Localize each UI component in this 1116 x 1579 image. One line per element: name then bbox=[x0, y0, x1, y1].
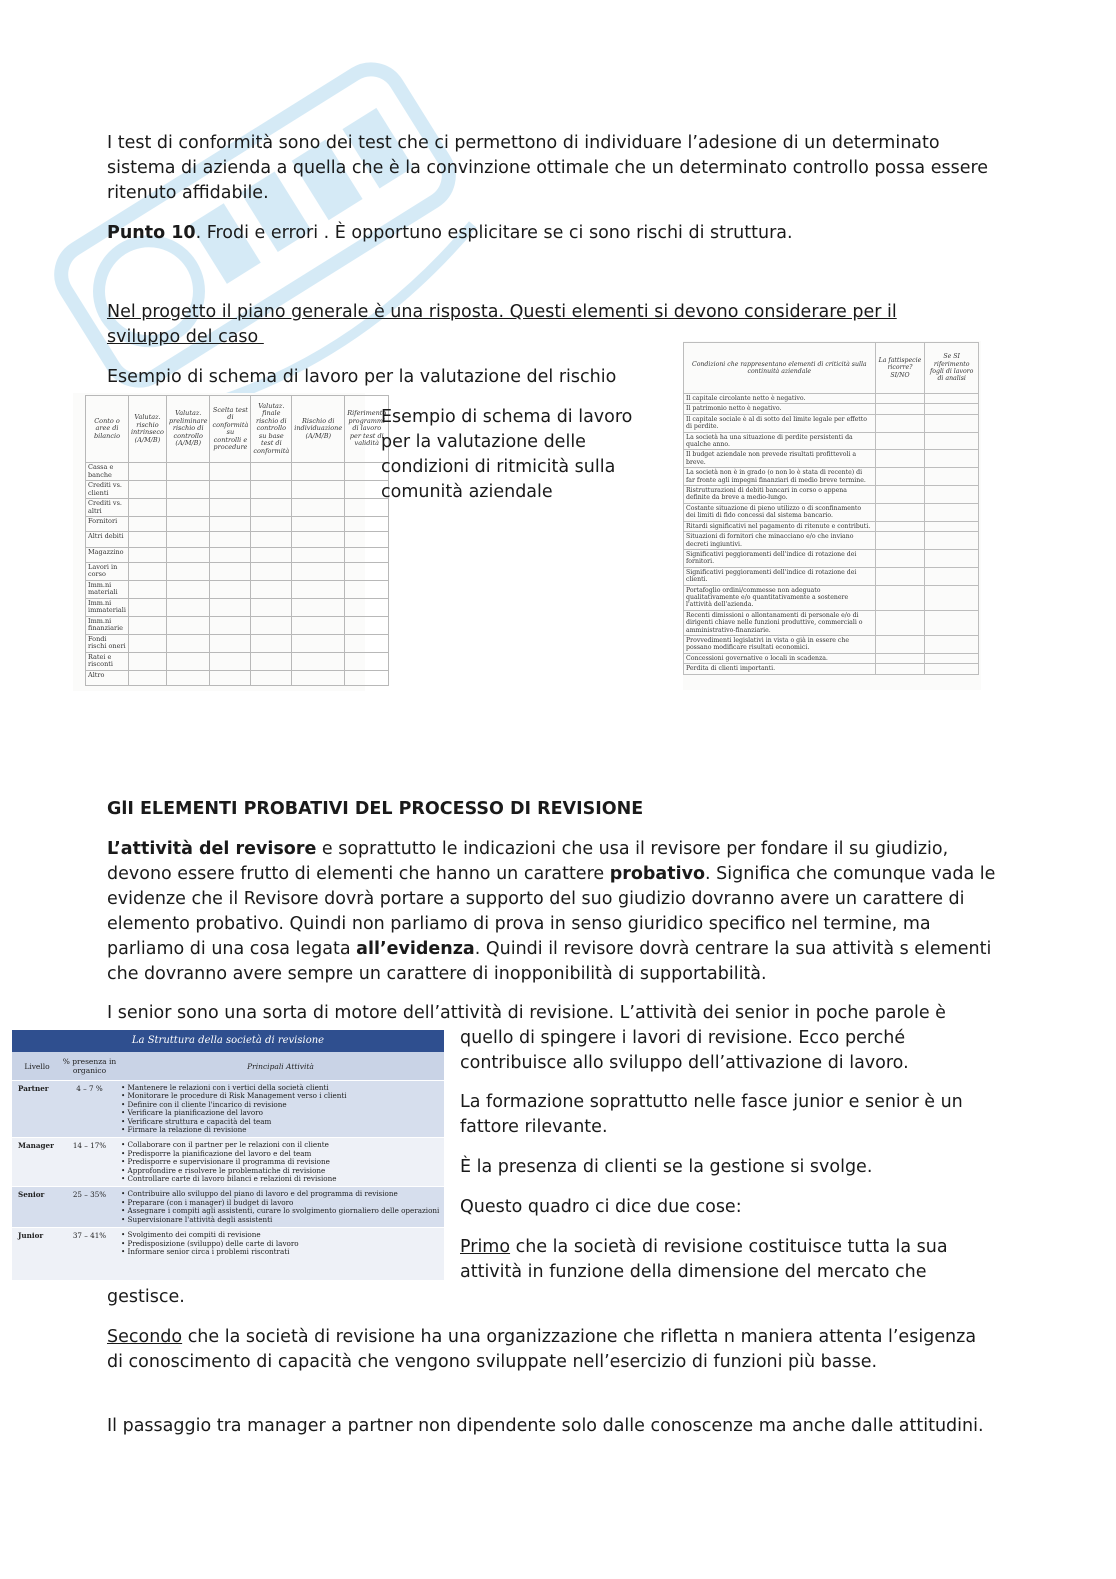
punto-10-label: Punto 10 bbox=[107, 223, 196, 243]
continuity-cell bbox=[875, 394, 925, 404]
risk-cell bbox=[210, 481, 251, 499]
continuity-cell bbox=[925, 664, 979, 674]
continuity-row-label: Significativi peggioramenti dell'indice di rotazione dei fornitori. bbox=[684, 549, 876, 567]
structure-row bbox=[12, 1227, 444, 1259]
structure-row bbox=[12, 1080, 444, 1137]
risk-cell bbox=[345, 670, 389, 685]
continuity-cell bbox=[925, 503, 979, 521]
risk-header-cell: Riferimento programmi di lavoro per test di validità bbox=[345, 396, 389, 463]
risk-cell bbox=[292, 598, 345, 616]
risk-cell bbox=[166, 481, 210, 499]
senior-rest: quello di spingere i lavori di revisione. Ecco perché contribuisce allo sviluppo dell’attivazione di lavoro. bbox=[460, 1028, 909, 1073]
quadro-paragraph: Questo quadro ci dice due cose: bbox=[460, 1197, 742, 1217]
continuity-row-label: Significativi peggioramenti dell'indice di rotazione dei clienti. bbox=[684, 567, 876, 585]
continuity-cell bbox=[875, 450, 925, 468]
continuity-row-label: La società ha una situazione di perdite persistenti da qualche anno. bbox=[684, 432, 876, 450]
risk-cell bbox=[345, 652, 389, 670]
structure-activity-item: • Informare senior circa i problemi riscontrati bbox=[121, 1246, 290, 1256]
esempio-rischio-caption: Esempio di schema di lavoro per la valutazione del rischio bbox=[107, 367, 617, 387]
risk-cell bbox=[210, 547, 251, 562]
continuity-cell bbox=[875, 585, 925, 610]
continuity-header-cell: La fattispecie ricorre? SI/NO bbox=[875, 343, 925, 394]
structure-activity-item: • Predisposizione (sviluppo) delle carte di lavoro bbox=[121, 1238, 299, 1248]
risk-cell bbox=[292, 547, 345, 562]
structure-col-level: Livello bbox=[24, 1061, 50, 1071]
continuity-worksheet-image bbox=[683, 341, 981, 690]
risk-header-cell: Valutaz. preliminare rischio di controllo (A/M/B) bbox=[166, 396, 210, 463]
primo-paragraph bbox=[460, 1235, 1000, 1285]
attivita-bold-1: L’attività del revisore bbox=[107, 839, 317, 859]
risk-cell bbox=[292, 517, 345, 532]
risk-row-label: Altri debiti bbox=[86, 532, 129, 547]
structure-level: Senior bbox=[18, 1190, 45, 1200]
structure-activity-item: • Assegnare i compiti agli assistenti, curare lo svolgimento giornaliero delle operazioni bbox=[121, 1206, 440, 1216]
structure-activity-item: • Firmare la relazione di revisione bbox=[121, 1125, 247, 1135]
risk-cell bbox=[251, 670, 292, 685]
risk-cell bbox=[292, 532, 345, 547]
table-row bbox=[86, 532, 389, 547]
continuity-row-label: Il capitale sociale è al di sotto del limite legale per effetto di perdite. bbox=[684, 414, 876, 432]
structure-activity-item: • Definire con il cliente l'incarico di revisione bbox=[121, 1099, 287, 1109]
continuity-row-label: Ritardi significativi nel pagamento di ritenute e contributi. bbox=[684, 521, 876, 531]
continuity-cell bbox=[925, 432, 979, 450]
risk-header-cell: Conto o aree di bilancio bbox=[86, 396, 129, 463]
table-row bbox=[86, 547, 389, 562]
table-row bbox=[86, 463, 389, 481]
continuity-header-cell: Condizioni che rappresentano elementi di criticità sulla continuità aziendale bbox=[684, 343, 876, 394]
continuity-cell bbox=[875, 486, 925, 504]
structure-col-activities: Principali Attività bbox=[247, 1061, 314, 1071]
continuity-cell bbox=[875, 532, 925, 550]
risk-cell bbox=[210, 463, 251, 481]
risk-cell bbox=[166, 463, 210, 481]
structure-rows bbox=[12, 1080, 444, 1259]
structure-activity-item: • Svolgimento dei compiti di revisione bbox=[121, 1230, 261, 1240]
structure-activity-item: • Verificare la pianificazione del lavoro bbox=[121, 1108, 263, 1118]
continuity-cell bbox=[875, 610, 925, 635]
risk-cell bbox=[210, 517, 251, 532]
continuity-row-label: Costante situazione di pieno utilizzo o di sconfinamento dei limiti di fido concessi dal sistema bancario. bbox=[684, 503, 876, 521]
table-row bbox=[86, 616, 389, 634]
punto-10-text: . Frodi e errori . È opportuno esplicitare se ci sono rischi di struttura. bbox=[195, 223, 793, 243]
structure-activities bbox=[117, 1081, 444, 1137]
risk-cell bbox=[210, 652, 251, 670]
continuity-cell bbox=[925, 567, 979, 585]
structure-percentage: 4 – 7 % bbox=[76, 1084, 103, 1093]
risk-cell bbox=[292, 463, 345, 481]
intro-paragraph: I test di conformità sono dei test che ci permettono di individuare l’adesione di un determinato sistema di azienda a quella che è la convinzione ottimale che un determinato controllo possa essere ritenuto affidabile. bbox=[107, 133, 989, 203]
table-row bbox=[684, 664, 979, 674]
risk-cell bbox=[292, 499, 345, 517]
risk-cell bbox=[292, 616, 345, 634]
risk-cell bbox=[128, 499, 166, 517]
table-row bbox=[684, 585, 979, 610]
risk-cell bbox=[166, 517, 210, 532]
continuity-row-label: Portafoglio ordini/commesse non adeguato qualitativamente e/o quantitativamente a sostenere l'attività dell'azienda. bbox=[684, 585, 876, 610]
attivita-bold-3: all’evidenza bbox=[356, 939, 475, 959]
continuity-row-label: Recenti dimissioni o allontanamenti di personale e/o di dirigenti chiave nelle funzioni produttive, commerciali o amministrativo-finanziarie. bbox=[684, 610, 876, 635]
structure-level: Junior bbox=[18, 1231, 44, 1241]
risk-row-label: Imm.ni finanziarie bbox=[86, 616, 129, 634]
secondo-paragraph bbox=[107, 1325, 987, 1375]
risk-cell bbox=[345, 547, 389, 562]
structure-level: Manager bbox=[18, 1141, 54, 1151]
attivita-text-1: e soprattutto le indicazioni che usa il revisore per fondare il su giudizio, devono essere frutto di elementi che hanno un carattere bbox=[107, 839, 949, 884]
risk-worksheet-table bbox=[85, 395, 389, 686]
risk-cell bbox=[251, 532, 292, 547]
continuity-cell bbox=[875, 521, 925, 531]
risk-cell bbox=[210, 670, 251, 685]
risk-cell bbox=[251, 463, 292, 481]
risk-cell bbox=[251, 616, 292, 634]
table-row bbox=[684, 610, 979, 635]
continuity-cell bbox=[875, 468, 925, 486]
section-title: GlI ELEMENTI PROBATIVI DEL PROCESSO DI REVISIONE bbox=[107, 799, 644, 819]
table-row bbox=[86, 562, 389, 580]
attivita-text-2: . Significa che comunque vada le evidenze che il Revisore dovrà portare a supporto del suo giudizio dovranno avere un carattere di elemento probativo. Quindi non parliamo di prova in senso giuridico specifico nel termine, ma parliamo di una cosa legata bbox=[107, 864, 996, 959]
table-row bbox=[684, 635, 979, 653]
table-row bbox=[86, 670, 389, 685]
table-row bbox=[684, 450, 979, 468]
risk-cell bbox=[345, 532, 389, 547]
risk-cell bbox=[251, 499, 292, 517]
risk-cell bbox=[210, 616, 251, 634]
continuity-cell bbox=[925, 521, 979, 531]
risk-row-label: Cassa e banche bbox=[86, 463, 129, 481]
risk-cell bbox=[292, 652, 345, 670]
risk-cell bbox=[251, 481, 292, 499]
risk-cell bbox=[166, 532, 210, 547]
continuity-worksheet-table bbox=[683, 342, 979, 675]
continuity-row-label: Il patrimonio netto è negativo. bbox=[684, 404, 876, 414]
continuity-cell bbox=[875, 549, 925, 567]
primo-text: che la società di revisione costituisce tutta la sua attività in funzione della dimensione del mercato che bbox=[460, 1237, 948, 1282]
risk-cell bbox=[128, 652, 166, 670]
risk-cell bbox=[128, 634, 166, 652]
risk-cell bbox=[251, 562, 292, 580]
risk-cell bbox=[128, 598, 166, 616]
risk-cell bbox=[345, 562, 389, 580]
table-row bbox=[86, 481, 389, 499]
punto-10-paragraph bbox=[107, 221, 1007, 246]
risk-cell bbox=[166, 634, 210, 652]
presenza-paragraph: È la presenza di clienti se la gestione si svolge. bbox=[460, 1157, 873, 1177]
risk-cell bbox=[210, 598, 251, 616]
risk-row-label: Altro bbox=[86, 670, 129, 685]
structure-activities bbox=[117, 1138, 444, 1186]
table-row bbox=[684, 486, 979, 504]
risk-cell bbox=[345, 616, 389, 634]
risk-cell bbox=[345, 634, 389, 652]
primo-label: Primo bbox=[460, 1237, 511, 1257]
risk-cell bbox=[128, 547, 166, 562]
gestisce-text: gestisce. bbox=[107, 1287, 185, 1307]
continuity-cell bbox=[925, 468, 979, 486]
risk-row-label: Magazzino bbox=[86, 547, 129, 562]
risk-row-label: Ratei e risconti bbox=[86, 652, 129, 670]
structure-title: La Struttura della società di revisione bbox=[12, 1030, 444, 1052]
continuity-cell bbox=[925, 653, 979, 663]
table-row bbox=[684, 414, 979, 432]
risk-cell bbox=[251, 517, 292, 532]
risk-cell bbox=[166, 580, 210, 598]
risk-cell bbox=[210, 562, 251, 580]
risk-row-label: Lavori in corso bbox=[86, 562, 129, 580]
continuity-cell bbox=[925, 394, 979, 404]
table-row bbox=[684, 653, 979, 663]
structure-percentage: 37 – 41% bbox=[72, 1231, 107, 1241]
risk-cell bbox=[251, 547, 292, 562]
continuity-row-label: Situazioni di fornitori che minacciano e/o che inviano decreti ingiuntivi. bbox=[684, 532, 876, 550]
structure-activity-item: • Preparare (con i manager) il budget di lavoro bbox=[121, 1197, 294, 1207]
risk-cell bbox=[210, 634, 251, 652]
table-row bbox=[684, 549, 979, 567]
table-row bbox=[86, 652, 389, 670]
continuity-row-label: Il capitale circolante netto è negativo. bbox=[684, 394, 876, 404]
continuity-cell bbox=[925, 635, 979, 653]
structure-activity-item: • Approfondire e risolvere le problematiche di revisione bbox=[121, 1165, 326, 1175]
risk-cell bbox=[210, 532, 251, 547]
continuity-cell bbox=[875, 664, 925, 674]
structure-activity-item: • Predisporre e supervisionare il programma di revisione bbox=[121, 1157, 330, 1167]
table-row bbox=[684, 503, 979, 521]
structure-col-presence: % presenza in organico bbox=[62, 1057, 117, 1075]
risk-cell bbox=[292, 580, 345, 598]
risk-cell bbox=[128, 481, 166, 499]
risk-row-label: Crediti vs. altri bbox=[86, 499, 129, 517]
risk-header-cell: Scelta test di conformità su controlli e procedure bbox=[210, 396, 251, 463]
risk-cell bbox=[251, 652, 292, 670]
table-row bbox=[684, 394, 979, 404]
attivita-text-3: . Quindi il revisore dovrà centrare la sua attività s elementi che dovranno avere sempre un carattere di inopponibilità di supportabilità. bbox=[107, 939, 992, 984]
risk-cell bbox=[292, 562, 345, 580]
structure-row bbox=[12, 1186, 444, 1227]
continuity-row-label: Concessioni governative o locali in scadenza. bbox=[684, 653, 876, 663]
continuity-cell bbox=[875, 404, 925, 414]
risk-cell bbox=[251, 580, 292, 598]
progetto-line-1: Nel progetto il piano generale è una risposta. Questi elementi si devono considerare per il bbox=[107, 302, 897, 322]
structure-activity-item: • Mantenere le relazioni con i vertici della società clienti bbox=[121, 1083, 329, 1092]
continuity-cell bbox=[925, 585, 979, 610]
continuity-cell bbox=[875, 414, 925, 432]
continuity-cell bbox=[925, 450, 979, 468]
risk-header-cell: Valutaz. rischio intrinseco (A/M/B) bbox=[128, 396, 166, 463]
risk-cell bbox=[128, 532, 166, 547]
structure-activity-item: • Controllare carte di lavoro bilanci e relazioni di revisione bbox=[121, 1174, 337, 1184]
table-row bbox=[86, 517, 389, 532]
continuity-cell bbox=[875, 432, 925, 450]
table-row bbox=[86, 598, 389, 616]
risk-cell bbox=[166, 562, 210, 580]
table-row bbox=[684, 567, 979, 585]
risk-header-cell: Rischio di individuazione (A/M/B) bbox=[292, 396, 345, 463]
structure-percentage: 14 – 17% bbox=[72, 1141, 107, 1151]
structure-activity-item: • Collaborare con il partner per le relazioni con il cliente bbox=[121, 1140, 329, 1150]
risk-cell bbox=[251, 634, 292, 652]
risk-cell bbox=[166, 598, 210, 616]
continuity-cell bbox=[925, 486, 979, 504]
risk-cell bbox=[345, 598, 389, 616]
risk-cell bbox=[128, 517, 166, 532]
structure-activities bbox=[117, 1228, 444, 1259]
risk-cell bbox=[166, 652, 210, 670]
continuity-cell bbox=[925, 414, 979, 432]
structure-activity-item: • Verificare struttura e capacità del team bbox=[121, 1116, 272, 1126]
continuity-cell bbox=[925, 610, 979, 635]
attivita-paragraph bbox=[107, 837, 1007, 987]
risk-cell bbox=[166, 670, 210, 685]
continuity-cell bbox=[875, 567, 925, 585]
table-row bbox=[86, 580, 389, 598]
risk-cell bbox=[292, 670, 345, 685]
risk-row-label: Fornitori bbox=[86, 517, 129, 532]
continuity-row-label: La società non è in grado (o non lo è stata di recente) di far fronte agli impegni finanziari di medio breve termine. bbox=[684, 468, 876, 486]
secondo-label: Secondo bbox=[107, 1327, 183, 1347]
continuity-cell bbox=[875, 653, 925, 663]
continuity-cell bbox=[925, 404, 979, 414]
risk-cell bbox=[251, 598, 292, 616]
structure-percentage: 25 – 35% bbox=[72, 1190, 107, 1200]
continuity-row-label: Provvedimenti legislativi in vista o già in essere che possano modificare risultati economici. bbox=[684, 635, 876, 653]
continuity-row-label: Il budget aziendale non prevede risultati profittevoli a breve. bbox=[684, 450, 876, 468]
structure-level: Partner bbox=[18, 1084, 49, 1093]
formazione-paragraph: La formazione soprattutto nelle fasce junior e senior è un fattore rilevante. bbox=[460, 1092, 963, 1137]
risk-cell bbox=[166, 616, 210, 634]
continuity-cell bbox=[925, 549, 979, 567]
risk-row-label: Imm.ni immateriali bbox=[86, 598, 129, 616]
risk-cell bbox=[292, 634, 345, 652]
senior-line-1: I senior sono una sorta di motore dell’attività di revisione. L’attività dei senior in poche parole è bbox=[107, 1003, 946, 1023]
risk-cell bbox=[128, 580, 166, 598]
structure-row bbox=[12, 1137, 444, 1186]
structure-activity-item: • Predisporre la pianificazione del lavoro e del team bbox=[121, 1148, 312, 1158]
risk-row-label: Crediti vs. clienti bbox=[86, 481, 129, 499]
risk-cell bbox=[345, 517, 389, 532]
esempio-continuita-caption: Esempio di schema di lavoro per la valutazione delle condizioni di ritmicità sulla comunità aziendale bbox=[381, 407, 633, 502]
risk-cell bbox=[166, 547, 210, 562]
attivita-bold-2: probativo bbox=[609, 864, 706, 884]
risk-cell bbox=[292, 481, 345, 499]
structure-activity-item: • Contribuire allo sviluppo del piano di lavoro e del programma di revisione bbox=[121, 1189, 398, 1199]
continuity-row-label: Ristrutturazioni di debiti bancari in corso o appena definite da breve a medio-lungo. bbox=[684, 486, 876, 504]
risk-cell bbox=[128, 463, 166, 481]
table-row bbox=[684, 404, 979, 414]
risk-cell bbox=[345, 580, 389, 598]
structure-activities bbox=[117, 1187, 444, 1227]
table-row bbox=[86, 634, 389, 652]
risk-header-cell: Valutaz. finale rischio di controllo su base test di conformità bbox=[251, 396, 292, 463]
structure-activity-item: • Monitorare le procedure di Risk Management verso i clienti bbox=[121, 1091, 347, 1101]
structure-header-row bbox=[12, 1052, 444, 1080]
table-row bbox=[684, 468, 979, 486]
progetto-line-2: sviluppo del caso bbox=[107, 327, 264, 347]
risk-cell bbox=[128, 562, 166, 580]
risk-row-label: Imm.ni materiali bbox=[86, 580, 129, 598]
risk-cell bbox=[128, 616, 166, 634]
continuity-cell bbox=[875, 635, 925, 653]
continuity-header-cell: Se SI riferimento fogli di lavoro di analisi bbox=[925, 343, 979, 394]
audit-firm-structure-image bbox=[12, 1030, 444, 1280]
table-row bbox=[684, 532, 979, 550]
continuity-cell bbox=[875, 503, 925, 521]
structure-activity-item: • Supervisionare l'attività degli assistenti bbox=[121, 1214, 273, 1224]
risk-row-label: Fondi rischi oneri bbox=[86, 634, 129, 652]
risk-worksheet-image bbox=[73, 393, 387, 691]
risk-cell bbox=[210, 499, 251, 517]
risk-cell bbox=[166, 499, 210, 517]
passaggio-paragraph: Il passaggio tra manager a partner non dipendente solo dalle conoscenze ma anche dalle attitudini. bbox=[107, 1416, 984, 1436]
risk-cell bbox=[210, 580, 251, 598]
continuity-row-label: Perdita di clienti importanti. bbox=[684, 664, 876, 674]
risk-cell bbox=[128, 670, 166, 685]
table-row bbox=[684, 432, 979, 450]
continuity-cell bbox=[925, 532, 979, 550]
secondo-text: che la società di revisione ha una organizzazione che rifletta n maniera attenta l’esigenza di conoscimento di capacità che vengono sviluppate nell’esercizio di funzioni più basse. bbox=[107, 1327, 977, 1372]
table-row bbox=[86, 499, 389, 517]
table-row bbox=[684, 521, 979, 531]
